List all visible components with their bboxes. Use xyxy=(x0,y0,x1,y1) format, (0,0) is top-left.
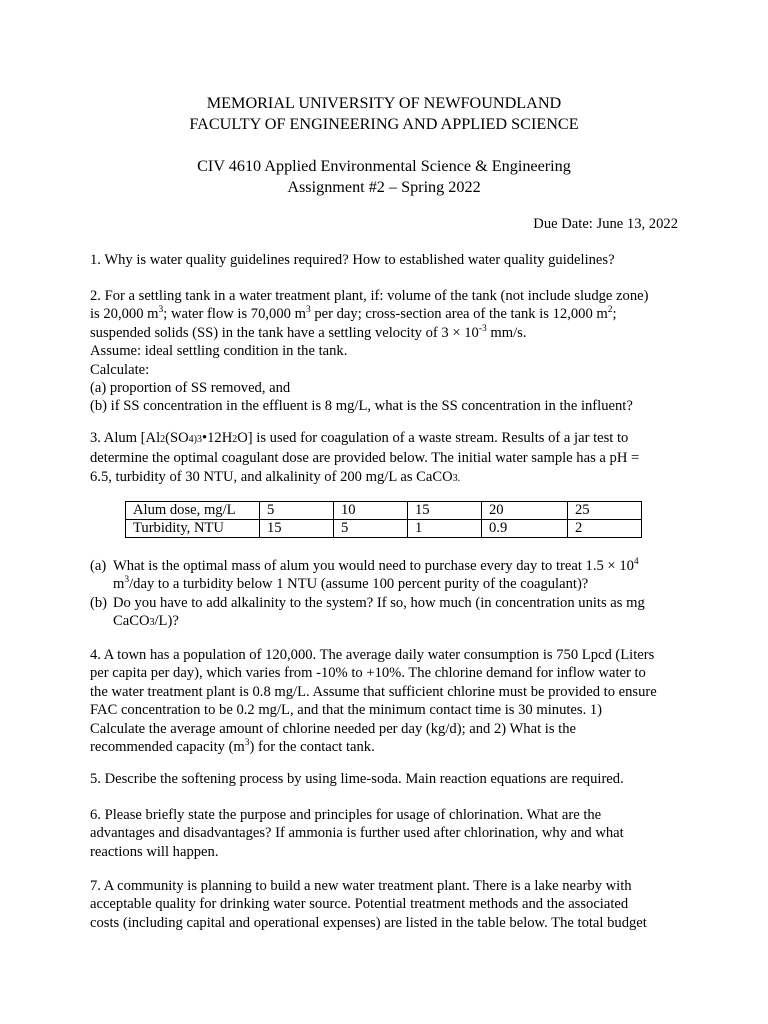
question-4 xyxy=(90,646,690,756)
question-6 xyxy=(90,806,690,861)
assignment-title: Assignment #2 – Spring 2022 xyxy=(287,178,481,196)
table-row xyxy=(126,502,642,520)
table-cell: 1 xyxy=(408,520,482,538)
question-1-text: 1. Why is water quality guidelines required? How to established water quality guidelines? xyxy=(90,252,615,268)
table-cell: 25 xyxy=(567,502,641,520)
table-header-cell: Alum dose, mg/L xyxy=(126,502,260,520)
faculty-name: FACULTY OF ENGINEERING AND APPLIED SCIENCE xyxy=(189,115,579,133)
question-6-line: advantages and disadvantages? If ammonia is further used after chlorination, why and what xyxy=(90,825,624,842)
question-6-line: 6. Please briefly state the purpose and principles for usage of chlorination. What are the xyxy=(90,807,602,823)
question-6-line: reactions will happen. xyxy=(90,843,219,860)
table-cell: 2 xyxy=(567,520,641,538)
question-4-line: 4. A town has a population of 120,000. The average daily water consumption is 750 Lpcd (Liters xyxy=(90,647,655,663)
question-3a: (a) What is the optimal mass of alum you would need to purchase every day to treat $1.5 \times 10^4$ $m^3$/day to a turbidity below 1 NTU (assume 100 percent purity of the coagulant)? xyxy=(90,557,639,593)
table-cell: 5 xyxy=(260,502,334,520)
question-4-line: recommended capacity $(m^3)$ for the contact tank. xyxy=(90,738,375,756)
jar-test-table xyxy=(125,501,642,538)
question-2-line: is 20,000 $m^3$; water flow is 70,000 $m^3$ per day; cross-section area of the tank is 12,000 $m^2$; xyxy=(90,305,617,323)
question-2 xyxy=(90,287,690,416)
question-3-line: 6.5, turbidity of 30 NTU, and alkalinity of 200 mg/L as CaCO3. xyxy=(90,468,461,485)
question-2-line: Calculate: xyxy=(90,361,150,378)
question-5-text: 5. Describe the softening process by using lime-soda. Main reaction equations are required. xyxy=(90,771,624,787)
question-7-line: 7. A community is planning to build a new water treatment plant. There is a lake nearby with xyxy=(90,878,632,894)
question-2-line: (a) proportion of SS removed, and xyxy=(90,380,291,397)
table-cell: 20 xyxy=(482,502,568,520)
table-cell: 0.9 xyxy=(482,520,568,538)
question-4-line: per capita per day), which varies from -10% to +10%. The chlorine demand for inflow water to xyxy=(90,665,646,682)
question-2-line: Assume: ideal settling condition in the tank. xyxy=(90,343,348,360)
question-3-line: 3. Alum [Al2(SO4)3•12H2O] is used for coagulation of a waste stream. Results of a jar test to xyxy=(90,430,629,446)
university-name: MEMORIAL UNIVERSITY OF NEWFOUNDLAND xyxy=(206,94,562,112)
question-2-line: 2. For a settling tank in a water treatment plant, if: volume of the tank (not include sludge zone) xyxy=(90,288,649,304)
question-1 xyxy=(90,251,690,269)
table-header-cell: Turbidity, NTU xyxy=(126,520,260,538)
table-cell: 5 xyxy=(334,520,408,538)
question-4-line: Calculate the average amount of chlorine needed per day (kg/d); and 2) What is the xyxy=(90,720,576,737)
due-date: Due Date: June 13, 2022 xyxy=(533,216,678,232)
table-cell: 15 xyxy=(408,502,482,520)
question-2-line: suspended solids (SS) in the tank have a settling velocity of $3 \times 10^{-3}$ mm/s. xyxy=(90,323,527,341)
question-7-line: costs (including capital and operational expenses) are listed in the table below. The total budget xyxy=(90,914,647,931)
question-3 xyxy=(90,429,690,488)
question-4-line: the water treatment plant is 0.8 mg/L. Assume that sufficient chlorine must be provided to ensure xyxy=(90,683,657,700)
question-2-line: (b) if SS concentration in the effluent is 8 mg/L, what is the SS concentration in the influent? xyxy=(90,398,633,415)
question-5 xyxy=(90,770,690,788)
table-cell: 10 xyxy=(334,502,408,520)
table-cell: 15 xyxy=(260,520,334,538)
question-4-line: FAC concentration to be 0.2 mg/L, and that the minimum contact time is 30 minutes. 1) xyxy=(90,702,603,719)
question-7 xyxy=(90,877,690,932)
question-3-line: determine the optimal coagulant dose are provided below. The initial water sample has a pH = xyxy=(90,450,640,467)
course-title: CIV 4610 Applied Environmental Science & Engineering xyxy=(197,157,571,175)
question-7-line: acceptable quality for drinking water source. Potential treatment methods and the associated xyxy=(90,896,629,913)
question-3-parts xyxy=(90,557,690,633)
table-row xyxy=(126,520,642,538)
question-3b: (b) Do you have to add alkalinity to the system? If so, how much (in concentration units as mg CaCO3/L)? xyxy=(90,594,645,630)
